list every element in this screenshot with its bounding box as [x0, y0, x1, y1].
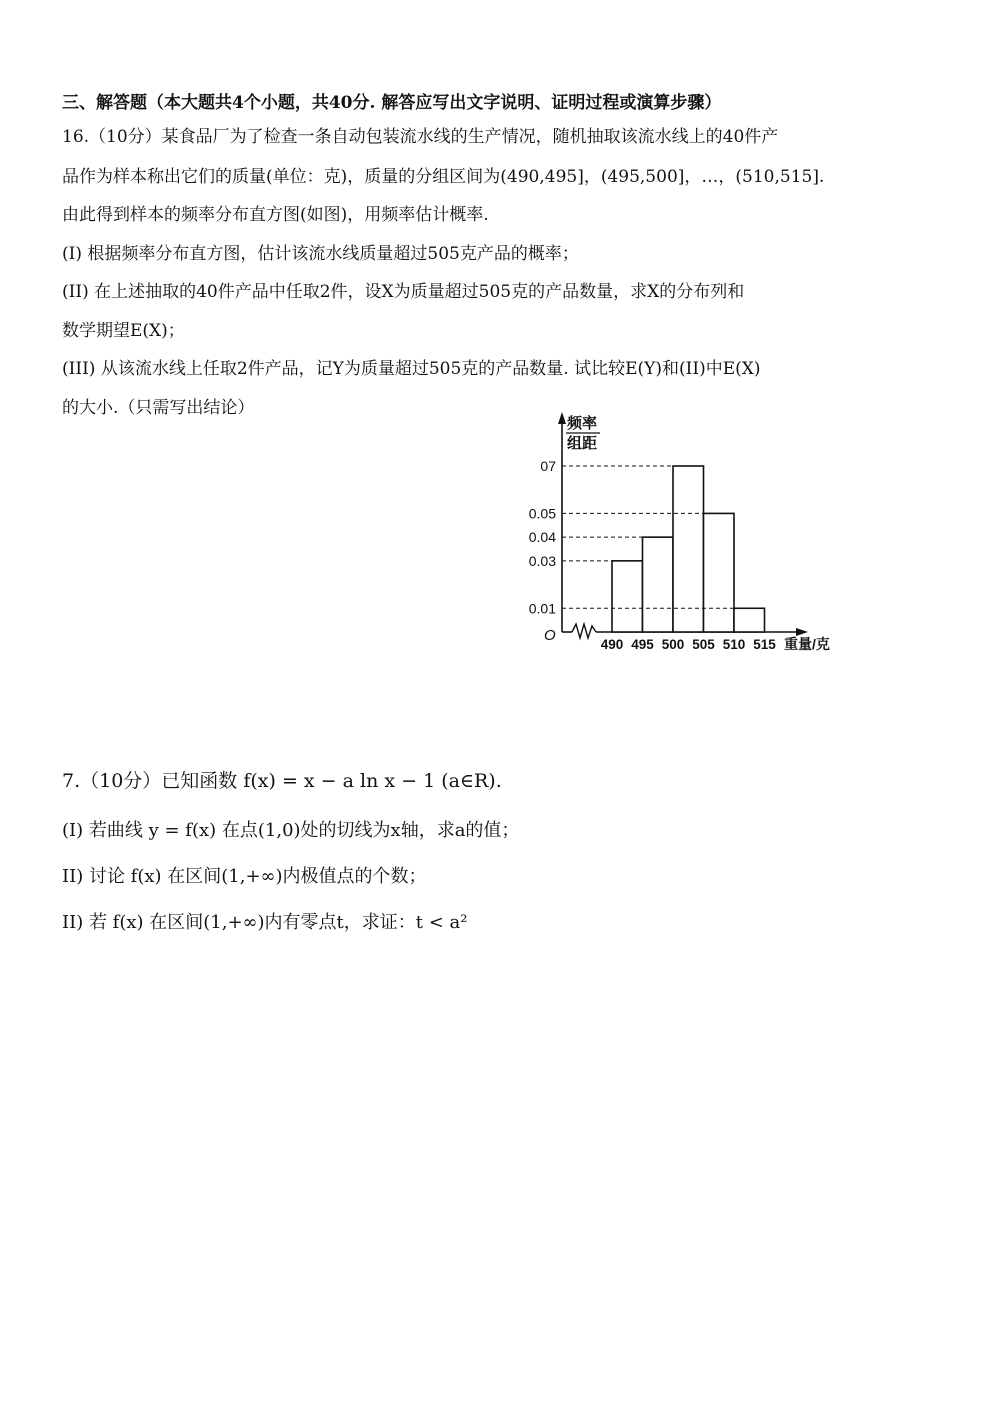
y-label-numerator: 频率 — [567, 415, 598, 432]
q17-part-1: (I) 若曲线 y = f(x) 在点(1,0)处的切线为x轴，求a的值； — [62, 820, 520, 841]
axis-break — [572, 624, 596, 638]
q16-part-1: (I) 根据频率分布直方图，估计该流水线质量超过505克产品的概率； — [62, 244, 579, 264]
q16-stem-line-2: 品作为样本称出它们的质量(单位：克)，质量的分组区间为(490,495]，(495,500]，…，(510,515]. — [62, 167, 825, 187]
histogram-bar-3 — [704, 513, 735, 632]
section-header: 三、解答题（本大题共4个小题，共40分. 解答应写出文字说明、证明过程或演算步骤） — [62, 93, 722, 113]
x-tick-label-4: 510 — [722, 637, 746, 652]
histogram-bar-1 — [643, 537, 674, 632]
q16-stem-line-1: 16.（10分）某食品厂为了检查一条自动包装流水线的生产情况，随机抽取该流水线上的40件产 — [62, 127, 779, 147]
y-tick-label-1: 0.03 — [528, 552, 556, 569]
x-tick-label-1: 495 — [631, 637, 654, 652]
x-axis-label: 重量/克 — [784, 636, 830, 652]
q16-part-2-line-2: 数学期望E(X)； — [62, 321, 185, 341]
y-tick-label-3: 0.05 — [528, 505, 556, 522]
q17-stem: 7.（10分）已知函数 f(x) = x − a ln x − 1 (a∈R). — [62, 770, 502, 792]
x-tick-label-5: 515 — [753, 637, 776, 652]
q16-part-3-line-1: (III) 从该流水线上任取2件产品，记Y为质量超过505克的产品数量. 试比较E(Y)和(II)中E(X) — [62, 359, 761, 379]
histogram-bar-4 — [734, 608, 765, 632]
y-tick-label-2: 0.04 — [528, 529, 556, 546]
histogram-bar-2 — [673, 466, 704, 632]
x-tick-label-0: 490 — [600, 637, 624, 652]
y-axis-arrow — [558, 412, 566, 424]
q16-part-3-line-2: 的大小.（只需写出结论） — [62, 398, 255, 418]
q16-stem-line-3: 由此得到样本的频率分布直方图(如图)，用频率估计概率. — [62, 205, 489, 225]
x-tick-label-3: 505 — [692, 637, 715, 652]
q17-part-2: II) 讨论 f(x) 在区间(1,+∞)内极值点的个数； — [62, 866, 427, 887]
x-axis-arrow — [796, 628, 808, 636]
q17-part-3: II) 若 f(x) 在区间(1,+∞)内有零点t，求证：t < a² — [62, 912, 468, 933]
histogram-bar-0 — [612, 561, 643, 632]
y-tick-label-0: 0.01 — [528, 600, 556, 617]
x-tick-label-2: 500 — [661, 637, 685, 652]
origin-label: O — [544, 627, 556, 644]
y-tick-label-4: 07 — [540, 458, 556, 474]
y-label-denominator: 组距 — [567, 435, 598, 452]
q16-part-2-line-1: (II) 在上述抽取的40件产品中任取2件，设X为质量超过505克的产品数量，求X的分布列和 — [62, 282, 745, 302]
